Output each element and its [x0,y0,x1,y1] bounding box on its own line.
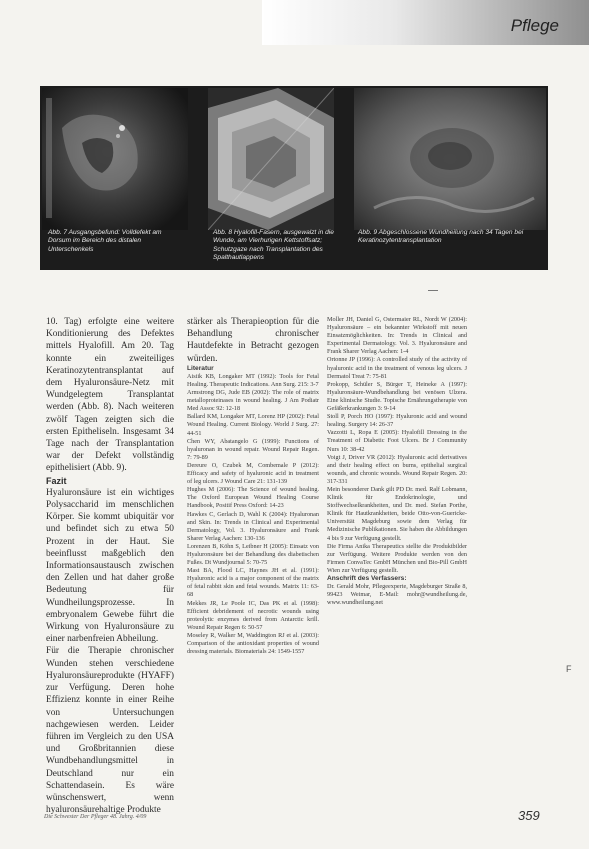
reference-item: Hughes M (2006): The Science of wound healing. The Oxford European Wound Healing Course Handbook, Positif Press Oxford: 14-23 [187,486,319,510]
body-paragraph: Hyaluronsäure ist ein wichtiges Polysaccharid im menschlichen Körper. Sie kommt ubiquitär vor und befindet sich zu etwa 50 Prozent in der Haut. Sie beeinflusst maßgeblich den Informationsaustausch zwischen den Zellen und hat daher große Bedeutung für Wundheilungsprozesse. In embryonalem Gewebe führt die Wirkung von Hyaluronsäure zu einer narbenfreien Abheilung. [46,487,174,645]
reference-item: Chen WY, Abatangelo G (1999): Functions of hyaluronan in wound repair. Wound Repair Regen. 7: 79-89 [187,437,319,461]
reference-item: Prokopp, Schüler S, Bürger T, Heineke A (1997): Hyaluronsäure-Wundbehandlung bei venösen Ulzera. Eine klinische Studie. Topische Ernährungstherapie von Gefäßerkrankungen 3: 9-14 [327,380,467,413]
caption-abb9: Abb. 9 Abgeschlossene Wundheilung nach 34 Tagen bei Keratinozytentransplantation [358,229,524,245]
body-paragraph: Für die Therapie chronischer Wunden stehen verschiedene Hyaluronsäureprodukte (HYAFF) zur Verfügung. Deren hohe Effizienz konnte in einer Reihe von Untersuchungen nachgewiesen werden. Leider führen im Vergleich zu den USA und Großbritannien diese Wundbehandlungsmittel in Deutschland nur ein Schattendasein. Es wäre wünschenswert, wenn hyaluronsäurehaltige Produkte [46,646,174,816]
caption-abb7: Abb. 7 Ausgangsbefund: Volldefekt am Dorsum im Bereich des distalen Unterschenkels [48,229,162,253]
reference-item: Mast BA, Flood LC, Haynes JH et al. (1991): Hyaluronic acid is a major component of the matrix of fetal rabbit skin and fetal wounds. Matrix 11: 63-68 [187,567,319,599]
reference-item: Lorenzen B, Köhn S, Leibner H (2005): Einsatz von Hyaluronsäure bei der Behandlung des diabetischen Fußes. Dt Wundjournal 5: 70-75 [187,542,319,567]
fazit-heading: Fazit [46,475,67,486]
wound-photo-2 [208,88,334,230]
reference-item: Aisiik KB, Longaker MT (1992): Tools for Fetal Healing. Therapeutic Indications. Ann Surg. 215: 3-7 [187,372,319,388]
body-paragraph: 10. Tag) erfolgte eine weitere Konditionierung des Defektes mittels Hyalofill. Am 20. Tag konnte ein zweiteiliges Keratinozytentransplantat auf dem Hyaluronsäure-Netz mit Wundgelegtem Transplantat werden (Abb. 8). Nach weiteren zwölf Tagen zeigten sich die ersten Epitheliseln. Insgesamt 34 Tage nach der Transplantation war der Defekt vollständig epithelisiert (Abb. 9). [46,317,174,474]
reference-item: Dereure O, Czubek M, Combemale P (2012): Efficacy and safety of hyaluronic acid in treatment of leg ulcers. J Wound Care 21: 131-139 [187,461,319,486]
reference-item: Ballard KM, Longaker MT, Lorenz HP (2002): Fetal Wound Healing. Current Biology. World J Surg. 27: 44-51 [187,413,319,437]
sponsor-note: Die Firma Anika Therapeutics stellte die Produktbilder zur Verfügung. Weitere Produkte werden von den Firmen ConvaTec GmbH München und Bio-Pill GmbH Wien zur Verfügung gestellt. [327,542,467,574]
reference-item: Vazzotti L, Ropa E (2005): Hyalofill Dressing in the Treatment of Diabetic Foot Ulcers. Br J Community Nurs 10: 38-42 [327,429,467,453]
body-paragraph: stärker als Therapieoption für die Behandlung chronischer Hautdefekte in Betracht gezogen würden. [187,317,319,364]
reference-item: Armstrong DG, Jude EB (2002): The role of matrix metalloproteinases in wound healing. J Am Podiatr Med Assoc 92: 12-18 [187,389,319,413]
section-title: Pflege [510,16,559,35]
acknowledgement: Mein besonderer Dank gilt PD Dr. med. Ralf Lobmann, Klinik für Endokrinologie, und Stoffwechselkrankheiten, und Dr. med. Stefan Porthe, Klinik für Hautkrankheiten, beide Otto-von-Guericke-Universität Magdeburg sowie dem Verlag für Medizinische Publikationen. Sie haben die Abbildungen 4 bis 9 zur Verfügung gestellt. [327,485,467,542]
reference-item: Voigt J, Driver VR (2012): Hyaluronic acid derivatives and their healing effect on burns, epithelial surgical wounds, and chronic wounds. Wound Repair Regen. 20: 317-331 [327,453,467,485]
author-address: Dr. Gerald Mohr, Pflegeexperte, Magdeburger Straße 8, 99423 Weimar, E-Mail: mohr@wundheilung.de, www.wundheilung.net [327,583,467,607]
reference-item: Hawkes C, Gerlach D, Wahl K (2004): Hyaluronan and Skin. In: Trends in Clinical and Experimental Dermatology, Vol. 3. Hyaluronsäure and Frank Sharer Verlag Aachen: 130-136 [187,510,319,542]
wound-photo-3 [354,88,546,230]
margin-mark: F [566,664,572,674]
page-number: 359 [518,808,540,823]
journal-footer: Die Schwester Der Pfleger 48. Jahrg. 4/09 [44,814,147,820]
reference-item: Ortonne JP (1996): A controlled study of the activity of hyaluronic acid in the treatment of venous leg ulcers. J Dermatol Treat 7: 75-81 [327,356,467,380]
author-heading: Anschrift des Verfassers: [327,575,407,582]
reference-item: Moseley R, Walker M, Waddington RJ et al. (2003): Comparison of the antioxidant properties of wound dressing materials. Biomaterials 24: 1549-1557 [187,631,319,656]
wound-photo-1 [42,88,188,230]
separator-dash [428,290,438,291]
reference-item: Moller JH, Daniel G, Ostermaier RL, Nordt W (2004): Hyaluronsäure – ein bekannter Wirkstoff mit neuen Einsatzmöglichkeiten. In: Trends in Clinical and Experimental Dermatology. Vol. 3. Hyaluronsäure and Frank Sharer Verlag Aachen: 1-4 [327,316,467,356]
caption-abb8: Abb. 8 Hyalofill-Fasern, ausgewalzt in die Wunde, am Vierhurigen Kettstoffsatz; Schutzgaze nach Transplantation des Spalthautlappens [213,229,334,262]
reference-item: Stoll P, Porch HO (1997): Hyaluronic acid and wound healing. Surgery 14: 26-37 [327,413,467,429]
column-2 [187,316,319,656]
column-3 [327,316,467,607]
column-1 [46,316,174,816]
literature-heading: Literatur [187,364,214,372]
reference-item: Mekkes JR, Le Poole IC, Das PK et al. (1998): Efficient debridement of necrotic wounds using proteolytic enzymes derived from Antarctic krill. Wound Repair Regen 6: 50-57 [187,599,319,631]
